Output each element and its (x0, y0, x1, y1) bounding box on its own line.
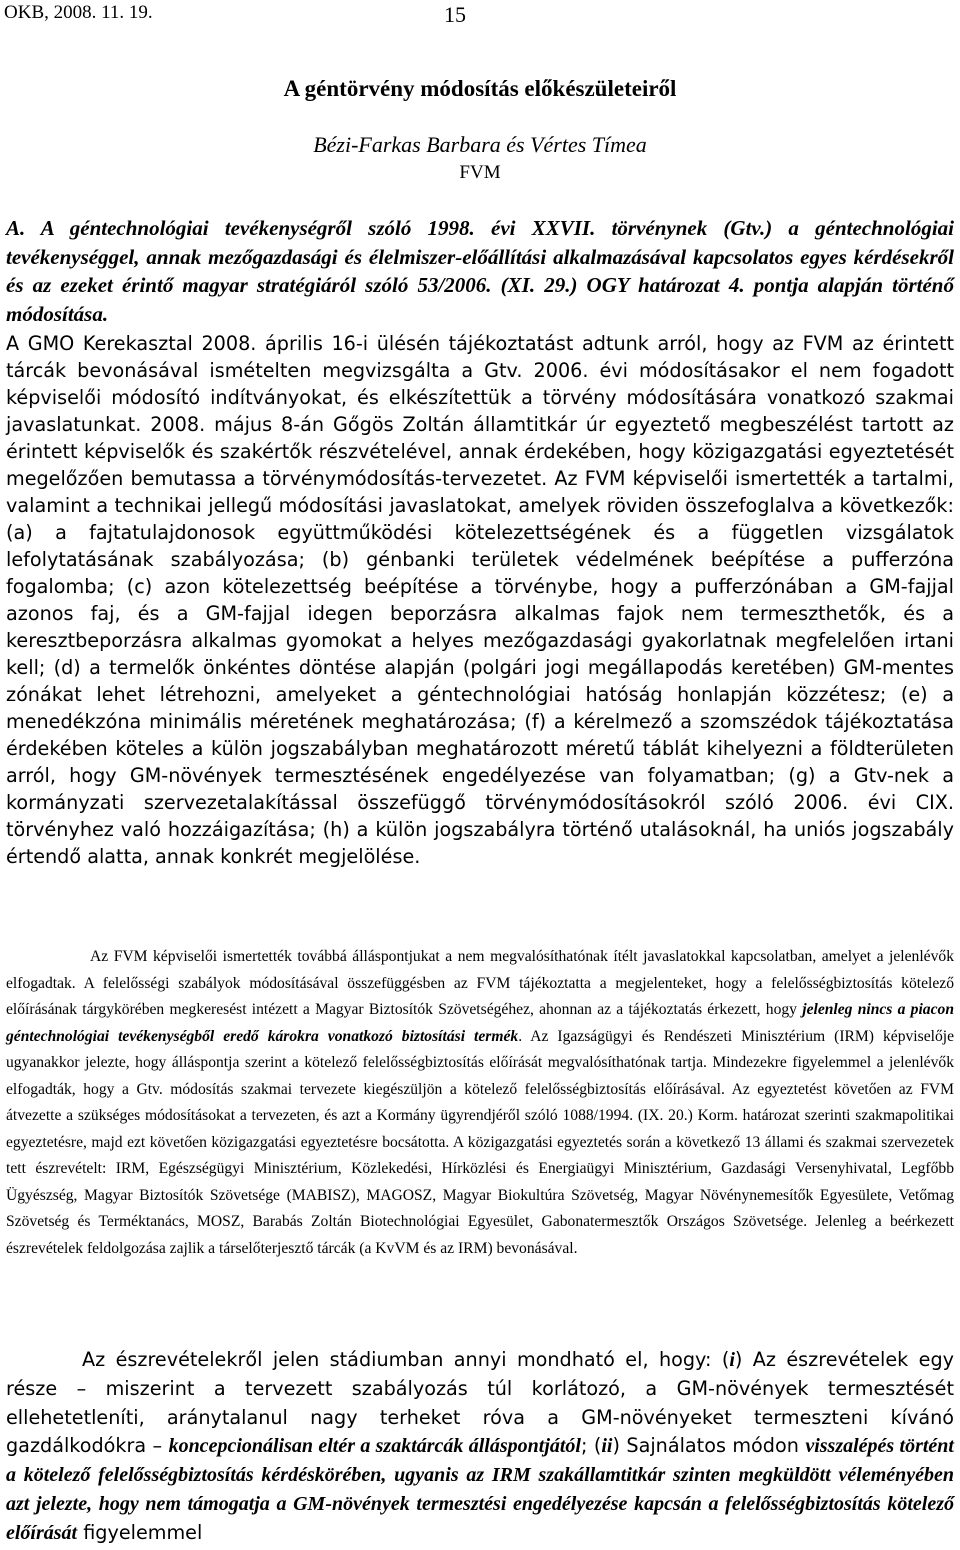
paragraph-3-emphasis-1: koncepcionálisan eltér a szaktárcák álláspontjától (168, 1435, 581, 1458)
paragraph-3-part-1: Az észrevételekről jelen stádiumban annyi mondható el, hogy: ( (82, 1348, 730, 1371)
authors: Bézi-Farkas Barbara és Vértes Tímea (313, 132, 647, 157)
paragraph-3-emphasis-2: visszalépés történt a kötelező felelősségbiztosítás kérdéskörében, ugyanis az IRM szakállamtitkár szinten megküldött véleményében azt jelezte, hogy nem támogatja a GM-növények termesztési engedélyezése kapcsán a felelősségbiztosítás kötelező előírását (6, 1435, 954, 1544)
paragraph-3-part-3: ; ( (581, 1434, 602, 1458)
paragraph-3-part-2: ) Az észrevételek egy része – miszerint a tervezett szabályozás túl korlátozó, a GM-növények termesztését ellehetetleníti, aránytalanul nagy terheket róva a GM-növényeket termeszteni kívánó gazdálkodókra – (6, 1348, 954, 1458)
document-title: A géntörvény módosítás előkészületeiről (283, 76, 677, 101)
paragraph-2-part-1: Az FVM képviselői ismertették továbbá álláspontjukat a nem megvalósíthatónak ítélt javaslatokkal kapcsolatban, amelyet a jelenlévők elfogadtak. A felelősségi szabályok módosításával összefüggésben az FVM tájékoztatta a megjelenteket, hogy a felelősségbiztosítás kötelező előírásának tárgykörében megkeresést intézett a Magyar Biztosítók Szövetségéhez, ahonnan az a tájékoztatás érkezett, hogy (6, 948, 954, 1018)
paragraph-2-emphasis: jelenleg nincs a piacon géntechnológiai tevékenységből eredő károkra vonatkozó biztosítási termék (6, 1001, 954, 1045)
paragraph-2-part-2: . Az Igazságügyi és Rendészeti Minisztérium (IRM) képviselője ugyanakkor jelezte, hogy álláspontja szerint a kötelező felelősségbiztosítás előírását megvalósíthatónak tartja. Mindezekre figyelemmel a jelenlévők elfogadták, hogy a Gtv. módosítás szakmai tervezete kiegészüljön a kötelező felelősségbiztosítás előírásával. Az egyeztetést követően az FVM átvezette a szükséges módosításokat a tervezeten, és azt a Kormány ügyrendjéről szóló 1088/1994. (IX. 20.) Korm. határozat szerinti szakmapolitikai egyeztetésre, majd ezt követően közigazgatási egyeztetésre bocsátotta. A közigazgatási egyeztetés során a következő 13 állami és szakmai szervezetek tett észrevételt: IRM, Egészségügyi Minisztérium, Közlekedési, Hírközlési és Energiaügyi Minisztérium, Gazdasági Versenyhivatal, Legfőbb Ügyészség, Magyar Biztosítók Szövetsége (MABISZ), MAGOSZ, Magyar Biokultúra Szövetség, Magyar Növénynemesítők Egyesülete, Vetőmag Szövetség és Terméktanács, MOSZ, Barabás Zoltán Biotechnológiai Egyesület, Gabonatermesztők Országos Szövetsége. Jelenleg a beérkezett észrevételek feldolgozása zajlik a társelőterjesztő tárcák (a KvVM és az IRM) bevonásával. (6, 1027, 954, 1257)
paragraph-3-item-i: i (729, 1349, 735, 1371)
paragraph-1: A GMO Kerekasztal 2008. április 16-i ülésén tájékoztatást adtunk arról, hogy az FVM az érintett tárcák bevonásával ismételten megvizsgálta a Gtv. 2006. évi módosításakor el nem fogadott képviselői módosító indítványokat, és elkészítettük a törvény módosítására vonatkozó szakmai javaslatunkat. 2008. május 8-án Gőgös Zoltán államtitkár úr egyeztető megbeszélést tartott az érintett képviselők és szakértők részvételével, annak érdekében, hogy közigazgatási egyeztetését megelőzően bemutassa a törvénymódosítás-tervezetet. Az FVM képviselői ismertették a tartalmi, valamint a technikai jellegű módosítási javaslatokat, amelyek röviden összefoglalva a következők: (a) a fajtatulajdonosok együttműködési kötelezettségének és a független vizsgálatok lefolytatásának szabályozása; (b) génbanki területek védelmének beépítése a pufferzóna fogalomba; (c) azon kötelezettség beépítése a törvénybe, hogy a pufferzónában a GM-fajjal azonos faj, és a GM-fajjal idegen beporzásra alkalmas fajok nem termeszthetők, és a keresztbeporzásra alkalmas gyomokat a helyes mezőgazdasági gyakorlatnak megfelelően irtani kell; (d) a termelők önkéntes döntése alapján (polgári jogi megállapodás keretében) GM-mentes zónákat lehet létrehozni, amelyeket a géntechnológiai hatóság honlapján közzétesz; (e) a menedékzóna minimális méretének meghatározása; (f) a kérelmező a szomszédok tájékoztatása érdekében köteles a külön jogszabályban meghatározott méretű táblát kihelyezni a földterületen arról, hogy GM-növények termesztésének engedélyezése van folyamatban; (g) a Gtv-nek a kormányzati szervezetalakítással összefüggő törvénymódosításokról szóló 2006. évi CIX. törvényhez való hozzáigazítása; (h) a külön jogszabályra történő utalásoknál, ha uniós jogszabály értendő alatta, annak konkrét megjelölése. (6, 332, 954, 868)
paragraph-3-part-4: ) Sajnálatos módon (612, 1434, 806, 1458)
affiliation: FVM (459, 162, 501, 183)
paragraph-2 (6, 944, 954, 1262)
header-date: OKB, 2008. 11. 19. (4, 2, 153, 23)
section-heading: A. A géntechnológiai tevékenységről szóló 1998. évi XXVII. törvénynek (Gtv.) a géntechnológiai tevékenységgel, annak mezőgazdasági és élelmiszer-előállítási alkalmazásával kapcsolatos egyes kérdésekről és az ezeket érintő magyar stratégiáról szóló 53/2006. (XI. 29.) OGY határozat 4. pontja alapján történő módosítása. (6, 216, 954, 326)
paragraph-3-item-ii: ii (601, 1435, 613, 1458)
page-number: 15 (444, 2, 466, 27)
paragraph-3-part-5: figyelemmel (77, 1520, 203, 1544)
paragraph-3 (6, 1346, 954, 1548)
